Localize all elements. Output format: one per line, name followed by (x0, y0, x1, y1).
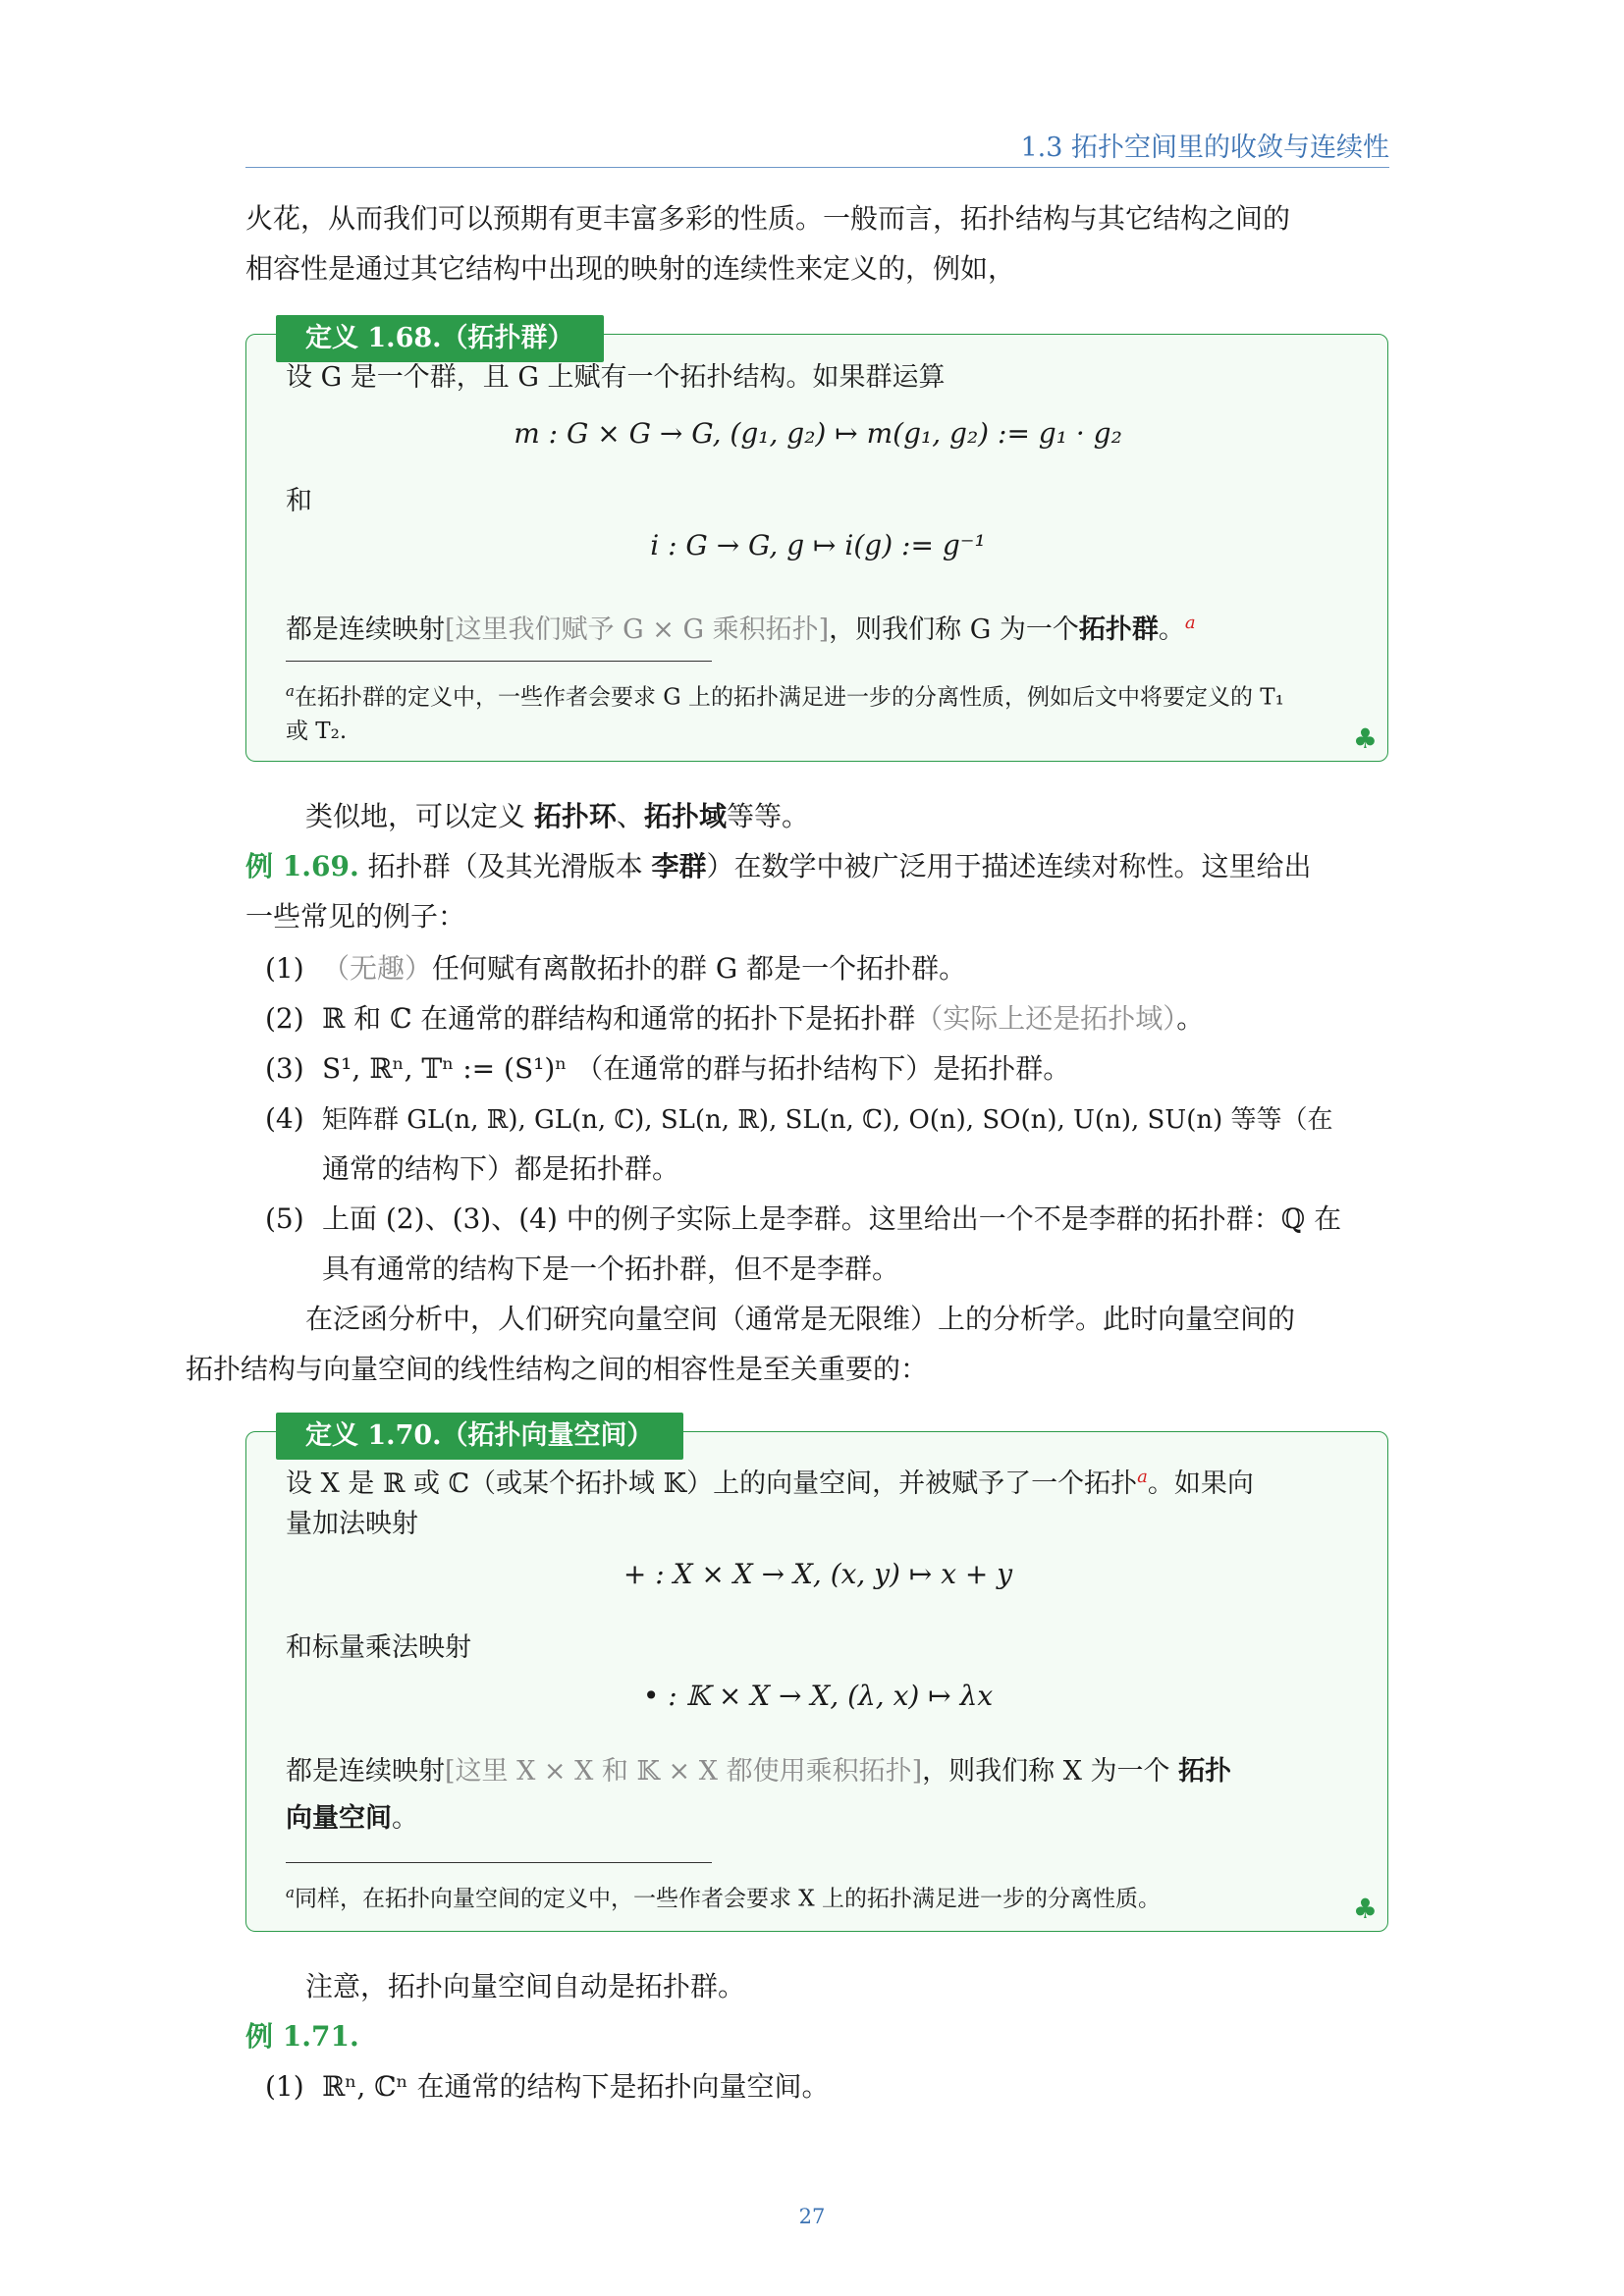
intro-line-1: 火花，从而我们可以预期有更丰富多彩的性质。一般而言，拓扑结构与其它结构之间的 (245, 202, 1291, 235)
footnote-marker[interactable]: a (1184, 613, 1196, 633)
footnote-rule (286, 1862, 712, 1863)
item-number: (1) (265, 952, 304, 985)
term-lie-group: 李群 (651, 850, 707, 882)
defined-term: 拓扑群 (1078, 614, 1159, 645)
footnote-line-1: 在拓扑群的定义中，一些作者会要求 G 上的拓扑满足进一步的分离性质，例如后文中将要定义的 T₁ (294, 684, 1284, 711)
text: 拓扑结构与向量空间的线性结构之间的相容性是至关重要的： (186, 1353, 929, 1385)
text: 在泛函分析中，人们研究向量空间（通常是无限维）上的分析学。此时向量空间的 (305, 1303, 1296, 1335)
aside-text: （实际上还是拓扑域） (915, 1002, 1177, 1035)
item-number: (1) (265, 2070, 304, 2103)
text: 一些常见的例子： (245, 900, 466, 933)
list-item (265, 1043, 1394, 1094)
item-text: 矩阵群 GL(n, ℝ), GL(n, ℂ), SL(n, ℝ), SL(n, ℂ), O(n), SO(n), U(n), SU(n) 等等（在 (322, 1105, 1333, 1135)
footnote (286, 674, 1346, 748)
text: ，则我们称 X 为一个 (922, 1756, 1179, 1787)
list-item-continuation: 具有通常的结构下是一个拓扑群，但不是李群。 (322, 1253, 900, 1285)
definition-title: 定义 1.68.（拓扑群） (276, 315, 604, 362)
club-icon: ♣ (1352, 1893, 1378, 1925)
definition-line: 量加法映射 (286, 1509, 418, 1539)
functional-analysis-paragraph (186, 1294, 1394, 1394)
footnote-marker[interactable]: a (1137, 1467, 1148, 1487)
footnote-line-2: 或 T₂. (286, 718, 348, 744)
definition-title: 定义 1.70.（拓扑向量空间） (276, 1413, 683, 1460)
item-number: (4) (265, 1102, 304, 1135)
equation-scalar-multiplication: • : 𝕂 × X → X, (λ, x) ↦ λx (642, 1680, 994, 1712)
item-text: 任何赋有离散拓扑的群 G 都是一个拓扑群。 (432, 952, 967, 985)
aside-text: [这里 X × X 和 𝕂 × X 都使用乘积拓扑] (445, 1756, 923, 1787)
footnote-text: 同样，在拓扑向量空间的定义中，一些作者会要求 X 上的拓扑满足进一步的分离性质。 (294, 1886, 1161, 1912)
definition-box-1-70 (245, 1420, 1388, 1932)
item-text: 上面 (2)、(3)、(4) 中的例子实际上是李群。这里给出一个不是李群的拓扑群：ℚ 在 (322, 1202, 1342, 1235)
footnote-mark: a (286, 1884, 295, 1901)
text: 都是连续映射 (286, 1756, 445, 1787)
definition-conclusion (286, 604, 1346, 650)
footnote-rule (286, 661, 712, 662)
note-paragraph: 注意，拓扑向量空间自动是拓扑群。 (305, 1970, 746, 2002)
aside-text: （无趣） (322, 952, 433, 985)
list-item (265, 1094, 1394, 1146)
defined-term: 拓扑 (1178, 1756, 1232, 1787)
header-rule (245, 167, 1389, 168)
definition-box-1-68 (245, 323, 1388, 762)
intro-paragraph (245, 193, 1394, 294)
item-text: ℝ 和 ℂ 在通常的群结构和通常的拓扑下是拓扑群 (322, 1002, 916, 1035)
term-topological-field: 拓扑域 (643, 800, 727, 832)
definition-line: 设 G 是一个群，且 G 上赋有一个拓扑结构。如果群运算 (286, 362, 946, 393)
text: 设 X 是 ℝ 或 ℂ（或某个拓扑域 𝕂）上的向量空间，并被赋予了一个拓扑 (286, 1468, 1138, 1499)
definition-line: 和标量乘法映射 (286, 1632, 471, 1663)
example-1-71 (245, 2011, 1394, 2061)
text: 。 (1158, 614, 1185, 645)
example-label: 例 1.71. (245, 2020, 359, 2053)
text: 。 (1176, 1002, 1205, 1035)
list-item (265, 2061, 1394, 2111)
defined-term: 向量空间 (286, 1803, 392, 1834)
similar-paragraph (245, 791, 1394, 841)
page-number: 27 (798, 2205, 826, 2228)
item-number: (2) (265, 1002, 304, 1035)
running-header: 1.3 拓扑空间里的收敛与连续性 (1020, 133, 1389, 163)
item-text: ℝⁿ, ℂⁿ 在通常的结构下是拓扑向量空间。 (322, 2070, 830, 2103)
list-item-continuation: 通常的结构下）都是拓扑群。 (322, 1152, 680, 1185)
text: ，则我们称 G 为一个 (829, 614, 1079, 645)
item-text: S¹, ℝⁿ, 𝕋ⁿ := (S¹)ⁿ （在通常的群与拓扑结构下）是拓扑群。 (322, 1052, 1071, 1085)
definition-conclusion (286, 1752, 1346, 1791)
intro-line-2: 相容性是通过其它结构中出现的映射的连续性来定义的，例如， (245, 252, 1016, 285)
example-label: 例 1.69. (245, 850, 359, 882)
text: 拓扑群（及其光滑版本 (358, 850, 652, 882)
text: ）在数学中被广泛用于描述连续对称性。这里给出 (706, 850, 1312, 882)
list-item (265, 943, 1394, 993)
item-number: (3) (265, 1052, 304, 1085)
list-item (265, 993, 1394, 1043)
example-1-69 (245, 841, 1394, 941)
footnote-mark: a (286, 682, 295, 700)
aside-text: [这里我们赋予 G × G 乘积拓扑] (445, 614, 830, 645)
definition-line: 和 (286, 486, 312, 516)
equation-inverse: i : G → G, g ↦ i(g) := g⁻¹ (650, 529, 986, 561)
club-icon: ♣ (1352, 722, 1378, 755)
text: 。 (392, 1803, 418, 1834)
text: 类似地，可以定义 (305, 800, 534, 832)
text: 、 (616, 800, 644, 832)
list-item (265, 1194, 1394, 1244)
equation-group-operation: m : G × G → G, (g₁, g₂) ↦ m(g₁, g₂) := g₁ · g₂ (514, 417, 1122, 450)
footnote (286, 1876, 1346, 1916)
text: 等等。 (726, 800, 809, 832)
text: 。如果向 (1147, 1468, 1254, 1499)
term-topological-ring: 拓扑环 (533, 800, 617, 832)
item-number: (5) (265, 1202, 304, 1235)
definition-conclusion-continuation (286, 1799, 1346, 1839)
equation-vector-addition: + : X × X → X, (x, y) ↦ x + y (623, 1558, 1013, 1590)
definition-line (286, 1458, 1346, 1504)
text: 都是连续映射 (286, 614, 445, 645)
